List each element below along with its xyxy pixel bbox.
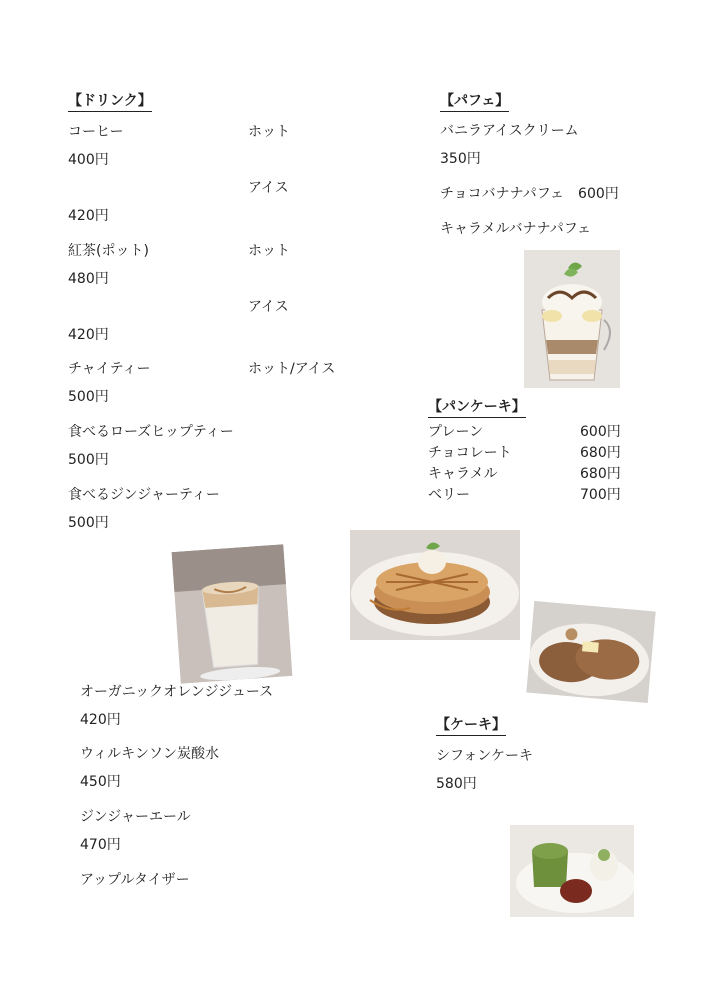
- rosehip-label: 食べるローズヒップティー: [68, 424, 234, 440]
- appletiser-label: アップルタイザー: [80, 872, 190, 888]
- rosehip-price: 500円: [68, 452, 109, 468]
- tea-ice-label: アイス: [248, 299, 289, 315]
- vanilla-label: バニラアイスクリーム: [440, 123, 579, 139]
- coffee-ice-price: 420円: [68, 208, 109, 224]
- pancake-heading: 【パンケーキ】: [428, 398, 526, 418]
- chai-price: 500円: [68, 389, 109, 405]
- orange-juice-price: 420円: [80, 712, 121, 728]
- drinks-heading: 【ドリンク】: [68, 92, 152, 112]
- chiffon-price: 580円: [436, 776, 477, 792]
- ginger-ale-price: 470円: [80, 837, 121, 853]
- parfait-heading: 【パフェ】: [440, 92, 509, 112]
- vanilla-price: 350円: [440, 151, 481, 167]
- pancake-item-price: 700円: [580, 487, 621, 503]
- coffee-ice-label: アイス: [248, 180, 289, 196]
- coffee-label: コーヒー: [68, 124, 124, 140]
- pancake-item-price: 600円: [580, 424, 621, 440]
- pancake-photo: [350, 530, 520, 640]
- pancake-item-name: チョコレート: [428, 445, 512, 461]
- caramel-banana-label: キャラメルバナナパフェ: [440, 221, 592, 237]
- cake-heading: 【ケーキ】: [436, 716, 506, 736]
- ginger-tea-price: 500円: [68, 515, 109, 531]
- wilkinson-price: 450円: [80, 774, 121, 790]
- chiffon-label: シフォンケーキ: [436, 748, 534, 764]
- chai-option: ホット/アイス: [248, 361, 336, 377]
- latte-photo: [172, 544, 293, 683]
- tea-hot-price: 480円: [68, 271, 109, 287]
- pancake-item-price: 680円: [580, 466, 621, 482]
- coffee-hot-label: ホット: [248, 124, 290, 140]
- tea-label: 紅茶(ポット): [68, 243, 149, 259]
- pancake-item-name: プレーン: [428, 424, 484, 440]
- choco-banana-label: チョコバナナパフェ 600円: [440, 186, 619, 202]
- tea-ice-price: 420円: [68, 327, 109, 343]
- cake-photo: [510, 825, 634, 917]
- ginger-tea-label: 食べるジンジャーティー: [68, 487, 220, 503]
- chai-label: チャイティー: [68, 361, 151, 377]
- pancake-item-name: キャラメル: [428, 466, 498, 482]
- tea-hot-label: ホット: [248, 243, 290, 259]
- parfait-photo: [524, 250, 620, 388]
- coffee-hot-price: 400円: [68, 152, 109, 168]
- ginger-ale-label: ジンジャーエール: [80, 809, 191, 825]
- orange-juice-label: オーガニックオレンジジュース: [80, 684, 274, 700]
- pancake-item-name: ベリー: [428, 487, 470, 503]
- wilkinson-label: ウィルキンソン炭酸水: [80, 746, 220, 762]
- pancake-photo-2: [526, 601, 656, 703]
- pancake-item-price: 680円: [580, 445, 621, 461]
